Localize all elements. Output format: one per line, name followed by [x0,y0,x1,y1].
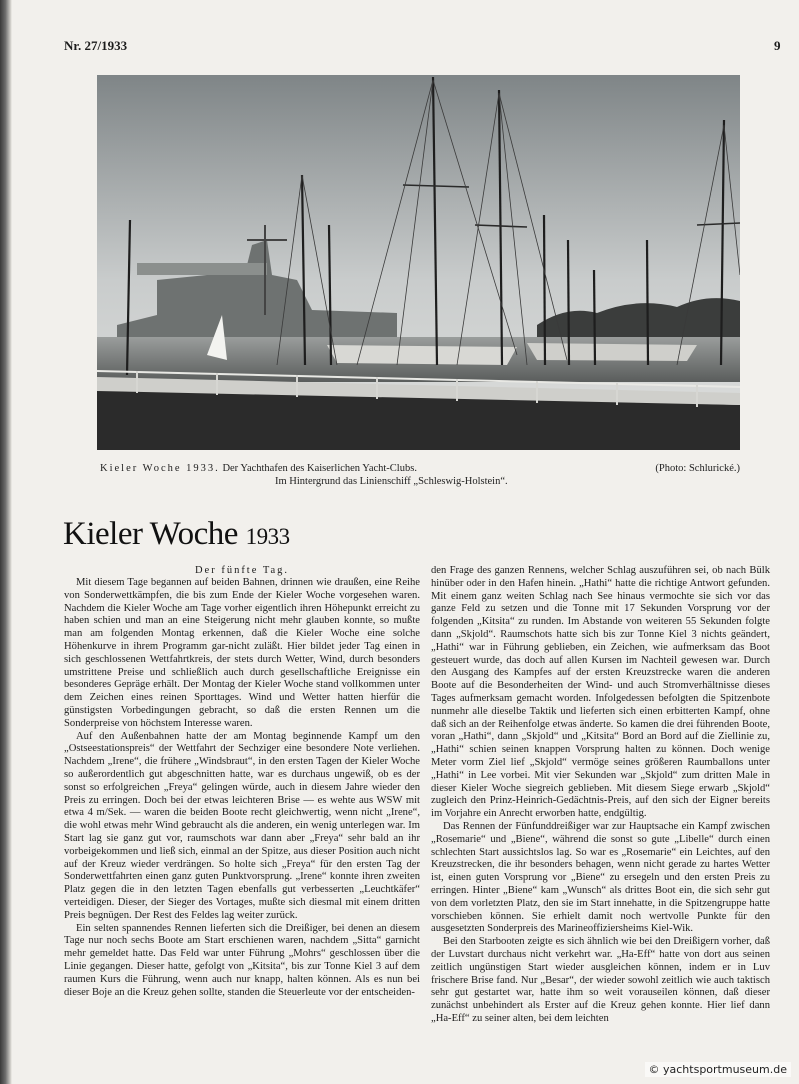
paragraph: Ein selten spannendes Rennen lieferten sich die Dreißiger, bei denen an diesem Tage nur noch sechs Boote am Start erschienen waren, nachdem „Sitta“ garnicht mehr gemeldet hatte. Das Feld war unter Führung „Mohrs“ geschlossen über die Linie gegangen. Dieser hatte, gefolgt von „Kitsita“, bis zur Tonne Kiel 3 auf dem raumen Kurs die Führung, wenn auch nur knapp, halten können. Als es nun bei dieser Boje an die Kreuz gehen sollte, standen die Steuerleute vor der entscheiden- [64,922,420,998]
photo-credit: (Photo: Schlurické.) [655,463,740,474]
watermark: © yachtsportmuseum.de [645,1062,791,1077]
article-column-right [431,565,770,1026]
caption-line-1: Der Yachthafen des Kaiserlichen Yacht-Clubs. [222,463,417,474]
issue-number: Nr. 27/1933 [64,38,128,53]
paragraph: Das Rennen der Fünfunddreißiger war zur Hauptsache ein Kampf zwischen „Rosemarie“ und „Biene“, während die sonst so gute „Libelle“ durch einen schlechten Start aussichtslos lag. So war es „Rosemarie“ ein Leichtes, auf den Kreuzstrecken, die ihr besonders behagen, wenn nicht gerade zu hartes Wetter ist, einen guten Vorsprung vor „Biene“ zu ersegeln und den ersten Preis zu erringen. Hinter „Biene“ kam „Wunsch“ als drittes Boot ein, die sich sehr gut von dem vorletzten Platz, den sie im Start innehatte, in die Spitzengruppe hatte vorschieben können. Sie erhielt damit noch wertvolle Punkte für den ausgesetzten Sonderpreis des Marineoffiziersheims Kiel-Wik. [431,820,770,935]
page-number: 9 [774,38,781,53]
paragraph: den Frage des ganzen Rennens, welcher Schlag auszuführen sei, ob nach Bülk hinüber oder in den Hafen hinein. „Hathi“ hatte die richtige Antwort gefunden. Mit einem ganz weiten Schlag nach See hinaus vermochte sie sich vor das ganze Feld zu setzen und die Tonne mit 17 Sekunden Vorsprung vor der folgenden „Kitsita“ zu runden. Im Abstande von weiteren 55 Sekunden folgte dann „Skjold“. Raumschots hatte sich bis zur Tonne Kiel 3 nichts geändert, „Hathi“ war in Führung geblieben, ein Zeichen, wie aufmerksam das Boot gesteuert wurde, das doch auf allen Kursen im Nachteil gewesen war. Durch den Ausgang des Kampfes auf der ersten Kreuzstrecke waren die anderen Boote auf die Besonderheiten der Wind- und auch Stromverhältnisse dieses Tages aufmerksam gemacht worden. Infolgedessen befolgten die Spitzenbote nunmehr alle dieselbe Taktik und lieferten sich einen erbitterten Kampf, ohne daß sich an der Reihenfolge etwas änderte. So kamen die drei führenden Boote, voran „Hathi“, dann „Skjold“ und „Kitsita“ Bord an Bord auf die Ziellinie zu, „Hathi“ schien seinen knappen Vorsprung halten zu können. Doch wenige Meter vorm Ziel lief „Skjold“ vermöge seines größeren Raumballons unter „Hathi“ in Lee vorbei. Mit vier Sekunden war „Skjold“ zum dritten Male in dieser Kieler Woche siegreich geblieben. Mit diesem Siege erwarb „Skjold“ zugleich den Prinz-Heinrich-Gedächtnis-Preis, auf den sich der Eigner bereits im Vorjahre ein Anrecht erworben hatte, endgültig. [431,565,770,820]
caption-prefix: Kieler Woche 1933. [100,463,220,474]
caption-line-2: Im Hintergrund das Linienschiff „Schleswig-Holstein“. [275,476,508,487]
article-subtitle: Der fünfte Tag. [194,565,290,576]
paragraph: Bei den Starbooten zeigte es sich ähnlich wie bei den Dreißigern vorher, daß der Luvstart durchaus nicht verkehrt war. „Ha-Eff“ hatte von dort aus seinen zeitlich ungünstigen Start wieder ausgleichen können, indem er in Luv frischere Brise fand. Nur „Besar“, der wieder sowohl zeitlich wie auch taktisch sehr gut gestartet war, hatte ihm so weit vorauseilen können, daß dieser zunächst unbehindert als Erster auf die Kreuz gehen konnte. Hier lief dann „Ha-Eff“ zu seiner alten, bei dem leichten [431,936,770,1024]
harbor-photo-illustration [97,75,740,450]
book-spine-shadow [0,0,12,1084]
article-column-left [64,577,420,999]
photo-caption [100,462,740,488]
paragraph: Mit diesem Tage begannen auf beiden Bahnen, drinnen wie draußen, eine Reihe von Sonderwettkämpfen, die bis zum Ende der Kieler Woche vorgesehen waren. Nachdem die Kieler Woche am Tage vorher eigentlich ihren Höhepunkt erreicht zu haben schien und man an eine Steigerung nicht mehr glauben konnte, so mußte man am folgenden Montag erkennen, daß die Kieler Woche eine solche Höhenkurve in ihrem Programm gar-nicht zuläßt. Hier bildet jeder Tag einen in sich geschlossenen Wettfahrtkreis, der stets durch Wetter, Wind, durch besonders umstrittene Preise und schließlich auch durch gesellschaftliche Ereignisse ein besonderes Gepräge erhält. Der Montag der Kieler Woche stand vollkommen unter dem Zeichen eines reinen Sporttages. Wind und Wetter hatten hierfür die günstigsten Vorbedingungen gebracht, so daß die ersten Rennen um die Sonderpreise von höchstem Interesse waren. [64,577,420,729]
paragraph: Auf den Außenbahnen hatte der am Montag beginnende Kampf um den „Ostseestationspreis“ der Wettfahrt der Sechziger eine besondere Note verliehen. Nachdem „Irene“, die frühere „Windsbraut“, in den ersten Tagen der Kieler Woche so außerordentlich gut abgeschnitten hatte, war es durchaus ungewiß, ob es der sonst so erfolgreichen „Freya“ gelingen würde, auch in diesem Jahre wieder den Preis zu erringen. Doch bei der etwas leichteren Brise — es wehte aus WSW mit etwa 4 m/Sek. — waren die beiden Boote recht gleichwertig, wenn nicht „Irene“, die wohl etwas mehr Wind gebraucht als die anderen, ein wenig unterlegen war. Im Start lag sie ganz gut vor, raumschots war dann aber „Freya“ sehr bald an ihr vorbeigekommen und ließ sich, einmal an der Spitze, aus dieser Position auch nicht auf der Kreuz wieder verdrängen. So holte sich „Freya“ für den ersten Tag der Sonderwettfahrten einen ganz guten Punktvorsprung. „Irene“ konnte ihren zweiten Platz gegen die in den letzten Tagen ebenfalls gut verbesserten „Leuchtkäfer“ verteidigen. Dieser, der Sieger des Vortages, mußte sich diesmal mit einem dritten Preis begnügen. Der Rest des Feldes lag weiter zurück. [64,730,420,921]
harbor-photo [97,75,740,450]
article-title-year: 1933 [245,524,290,549]
article-title [63,516,290,553]
article-title-text: Kieler Woche [63,516,238,552]
